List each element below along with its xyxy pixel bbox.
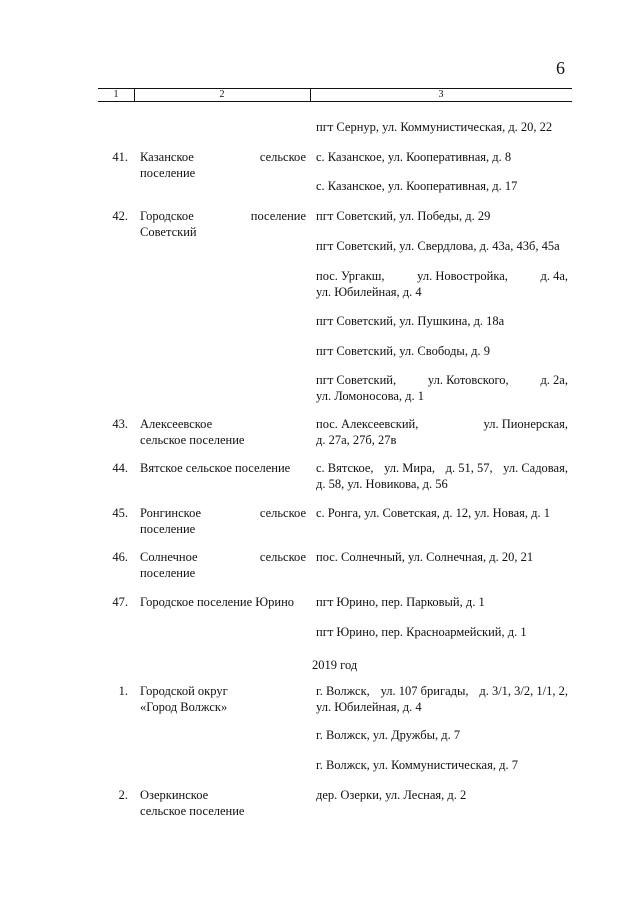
- address-part: д. 58, ул. Новикова, д. 56: [316, 477, 448, 491]
- name-part: Озеркинское: [140, 788, 209, 802]
- row-number: 41.: [112, 150, 128, 164]
- name-part: «Город Волжск»: [140, 700, 228, 714]
- table-row-address: [316, 683, 568, 715]
- name-part: Казанское: [140, 150, 194, 164]
- name-part: сельское: [259, 506, 306, 520]
- table-row-address: с. Казанское, ул. Кооперативная, д. 17: [316, 179, 518, 193]
- row-number: 43.: [112, 417, 128, 431]
- settlement-name: Вятское сельское поселение: [140, 461, 291, 475]
- table-header: [98, 88, 572, 102]
- address-part: пос. Алексеевский,: [316, 417, 419, 431]
- address-part: ул. Юбилейная, д. 4: [316, 700, 422, 714]
- table-row-address: пгт Сернур, ул. Коммунистическая, д. 20, 22: [316, 120, 553, 134]
- table-row-address: пгт Советский, ул. Свободы, д. 9: [316, 344, 490, 358]
- address-part: ул. Садовая,: [503, 461, 568, 475]
- table-row-address: пос. Солнечный, ул. Солнечная, д. 20, 21: [316, 550, 534, 564]
- row-number: 44.: [112, 461, 128, 475]
- settlement-name: [140, 149, 306, 181]
- settlement-name: [140, 505, 306, 537]
- table-row-address: с. Казанское, ул. Кооперативная, д. 8: [316, 150, 512, 164]
- name-part: сельское поселение: [140, 804, 245, 818]
- table-row-address: с. Ронга, ул. Советская, д. 12, ул. Новая, д. 1: [316, 506, 551, 520]
- table-row-address: дер. Озерки, ул. Лесная, д. 2: [316, 788, 467, 802]
- address-part: д. 2а,: [540, 373, 568, 387]
- name-part: сельское поселение: [140, 433, 245, 447]
- address-part: д. 27а, 27б, 27в: [316, 433, 397, 447]
- row-number: 42.: [112, 209, 128, 223]
- name-part: Солнечное: [140, 550, 198, 564]
- address-part: ул. Юбилейная, д. 4: [316, 285, 422, 299]
- address-part: д. 3/1, 3/2, 1/1, 2,: [479, 684, 568, 698]
- name-part: поселение: [140, 566, 196, 580]
- row-number: 45.: [112, 506, 128, 520]
- table-row-address: [316, 460, 568, 492]
- table-row-address: [316, 416, 568, 448]
- settlement-name: [140, 416, 306, 448]
- address-part: ул. 107 бригады,: [380, 684, 469, 698]
- table-row-address: [316, 268, 568, 300]
- name-part: сельское: [259, 150, 306, 164]
- name-part: поселение: [140, 166, 196, 180]
- settlement-name: [140, 549, 306, 581]
- table-row-address: пгт Юрино, пер. Парковый, д. 1: [316, 595, 485, 609]
- header-col-1: 1: [113, 89, 119, 100]
- row-number: 2.: [118, 788, 128, 802]
- name-part: поселение: [250, 209, 306, 223]
- row-number: 47.: [112, 595, 128, 609]
- row-number: 1.: [118, 684, 128, 698]
- address-part: г. Волжск,: [316, 684, 370, 698]
- table-row-address: г. Волжск, ул. Коммунистическая, д. 7: [316, 758, 518, 772]
- address-part: ул. Ломоносова, д. 1: [316, 389, 424, 403]
- settlement-name: [140, 787, 306, 819]
- address-part: с. Вятское,: [316, 461, 374, 475]
- row-number: 46.: [112, 550, 128, 564]
- address-part: ул. Новостройка,: [417, 269, 508, 283]
- settlement-name: [140, 208, 306, 240]
- table-row-address: [316, 372, 568, 404]
- table-row-address: пгт Юрино, пер. Красноармейский, д. 1: [316, 625, 527, 639]
- page-number: 6: [556, 58, 565, 78]
- address-part: д. 4а,: [540, 269, 568, 283]
- address-part: д. 51, 57,: [445, 461, 493, 475]
- header-col-2: 2: [219, 89, 225, 100]
- table-row-address: г. Волжск, ул. Дружбы, д. 7: [316, 728, 461, 742]
- address-part: пгт Советский,: [316, 373, 397, 387]
- header-col-3: 3: [438, 89, 444, 100]
- name-part: сельское: [259, 550, 306, 564]
- name-part: Ронгинское: [140, 506, 202, 520]
- name-part: Советский: [140, 225, 197, 239]
- name-part: Городской округ: [140, 684, 228, 698]
- year-heading: 2019 год: [312, 658, 358, 672]
- settlement-name: [140, 683, 306, 715]
- name-part: поселение: [140, 522, 196, 536]
- name-part: Алексеевское: [140, 417, 213, 431]
- table-row-address: пгт Советский, ул. Победы, д. 29: [316, 209, 491, 223]
- address-part: ул. Мира,: [384, 461, 436, 475]
- table-row-address: пгт Советский, ул. Пушкина, д. 18а: [316, 314, 505, 328]
- table-row-address: пгт Советский, ул. Свердлова, д. 43а, 43б, 45а: [316, 239, 560, 253]
- settlement-name: Городское поселение Юрино: [140, 595, 295, 609]
- name-part: Городское: [140, 209, 194, 223]
- address-part: ул. Котовского,: [427, 373, 509, 387]
- address-part: пос. Ургакш,: [316, 269, 385, 283]
- address-part: ул. Пионерская,: [483, 417, 568, 431]
